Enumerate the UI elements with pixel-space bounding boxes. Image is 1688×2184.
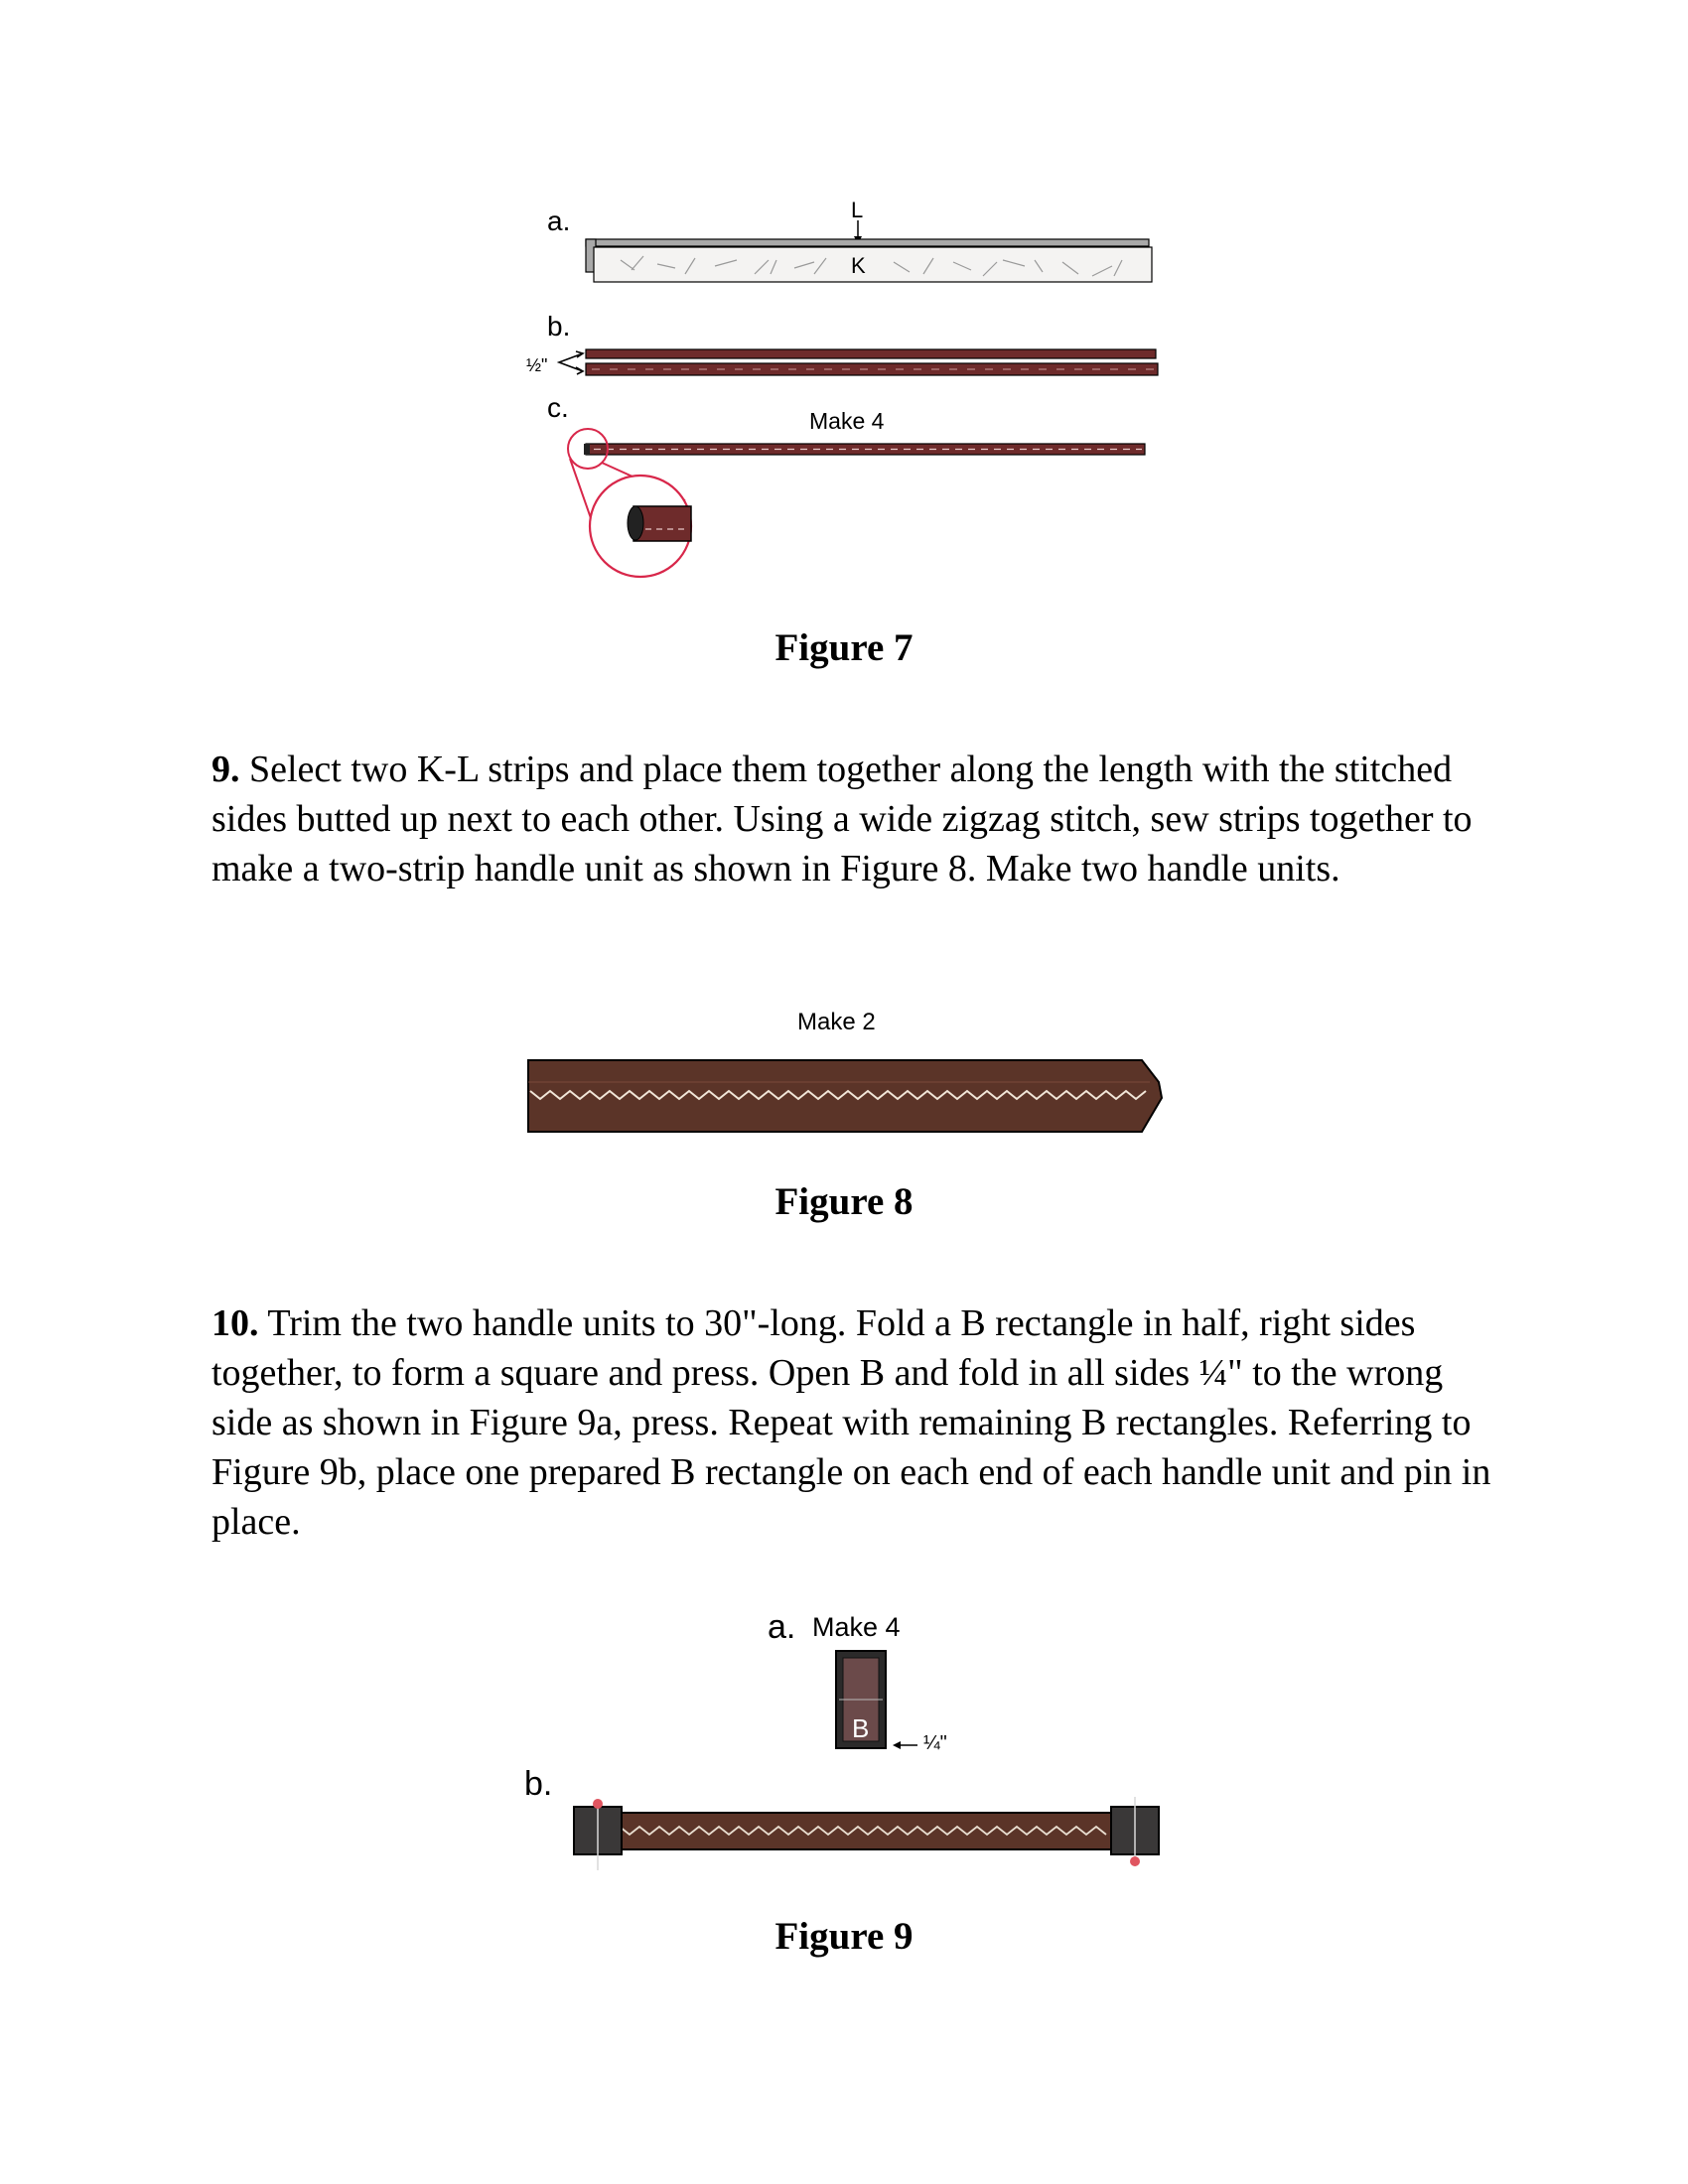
step-9-number: 9. (211, 749, 240, 790)
figure-9-caption: Figure 9 (774, 1915, 914, 1958)
step-9-text: Select two K-L strips and place them together along the length with the stitched sides butted up next to each other. Using a wide zigzag stitch, sew strips together to make a two-strip handle unit as shown in Figure 8. Make two handle units. (211, 749, 1473, 889)
figure-9-label-a: a. (768, 1608, 796, 1646)
figure-9-label-b: b. (524, 1765, 553, 1803)
handle-with-end-rectangles (574, 1797, 1159, 1870)
step-10-text: Trim the two handle units to 30"-long. Fold a B rectangle in half, right sides together, to form a square and press. Open B and fold in all sides ¼" to the wrong side as shown in Figure 9a, press. Repeat with remaining B rectangles. Referring to Figure 9b, place one prepared B rectangle on each end of each handle unit and pin in place. (211, 1302, 1491, 1543)
figure-7-label-c: c. (547, 392, 569, 423)
figure-7-letter-k: K (851, 253, 866, 278)
figure-7-label-b: b. (547, 311, 571, 341)
figure-7-letter-l: L (851, 198, 864, 222)
figure-7-half-inch: ½" (526, 355, 548, 375)
figure-7-make-label: Make 4 (809, 408, 885, 434)
figure-7-label-a: a. (547, 205, 571, 236)
pin-head-right (1130, 1856, 1140, 1866)
figure-8-caption: Figure 8 (774, 1180, 914, 1223)
figure-9-letter-b: B (852, 1713, 870, 1743)
pin-head-left (593, 1799, 603, 1809)
figure-9-make-label: Make 4 (812, 1612, 901, 1642)
figure-7-caption: Figure 7 (774, 626, 914, 669)
figure-9-quarter-inch: ¼" (923, 1732, 947, 1754)
step-10-number: 10. (211, 1302, 259, 1344)
figure-8-make-label: Make 2 (797, 1009, 876, 1035)
